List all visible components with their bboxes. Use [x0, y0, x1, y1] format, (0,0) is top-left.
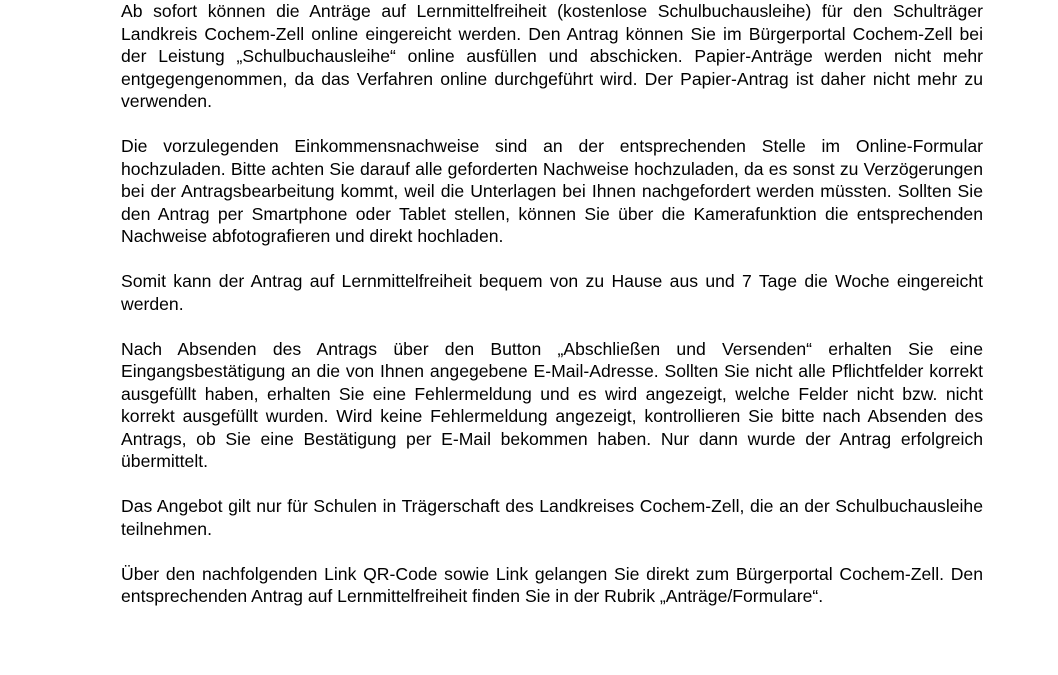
paragraph-online-application: Ab sofort können die Anträge auf Lernmittelfreiheit (kostenlose Schulbuchausleihe) für den Schulträger Landkreis Cochem-Zell online eingereicht werden. Den Antrag können Sie im Bürgerportal Cochem-Zell bei der Leistung „Schulbuchausleihe“ online ausfüllen und abschicken. Papier-Anträge werden nicht mehr entgegengenommen, da das Verfahren online durchgeführt wird. Der Papier-Antrag ist daher nicht mehr zu verwenden.: [121, 1, 983, 111]
document-page: [121, 0, 983, 630]
paragraph-income-proof-upload: Die vorzulegenden Einkommensnachweise sind an der entsprechenden Stelle im Online-Formular hochzuladen. Bitte achten Sie darauf alle geforderten Nachweise hochzuladen, da es sonst zu Verzögerungen bei der Antragsbearbeitung kommt, weil die Unterlagen bei Ihnen nachgefordert werden müssten. Sollten Sie den Antrag per Smartphone oder Tablet stellen, können Sie über die Kamerafunktion die entsprechenden Nachweise abfotografieren und direkt hochladen.: [121, 136, 983, 246]
paragraph-confirmation: Nach Absenden des Antrags über den Button „Abschließen und Versenden“ erhalten Sie eine Eingangsbestätigung an die von Ihnen angegebene E-Mail-Adresse. Sollten Sie nicht alle Pflichtfelder korrekt ausgefüllt haben, erhalten Sie eine Fehlermeldung und es wird angezeigt, welche Felder nicht bzw. nicht korrekt ausgefüllt wurden. Wird keine Fehlermeldung angezeigt, kontrollieren Sie bitte nach Absenden des Antrags, ob Sie eine Bestätigung per E-Mail bekommen haben. Nur dann wurde der Antrag erfolgreich übermittelt.: [121, 338, 983, 471]
paragraph-eligibility: Das Angebot gilt nur für Schulen in Trägerschaft des Landkreises Cochem-Zell, die an der Schulbuchausleihe teilnehmen.: [121, 496, 983, 539]
paragraph-convenience: Somit kann der Antrag auf Lernmittelfreiheit bequem von zu Hause aus und 7 Tage die Woche eingereicht werden.: [121, 271, 983, 314]
paragraph-portal-link: Über den nachfolgenden Link QR-Code sowie Link gelangen Sie direkt zum Bürgerportal Cochem-Zell. Den entsprechenden Antrag auf Lernmittelfreiheit finden Sie in der Rubrik „Anträge/Formulare“.: [121, 563, 983, 606]
